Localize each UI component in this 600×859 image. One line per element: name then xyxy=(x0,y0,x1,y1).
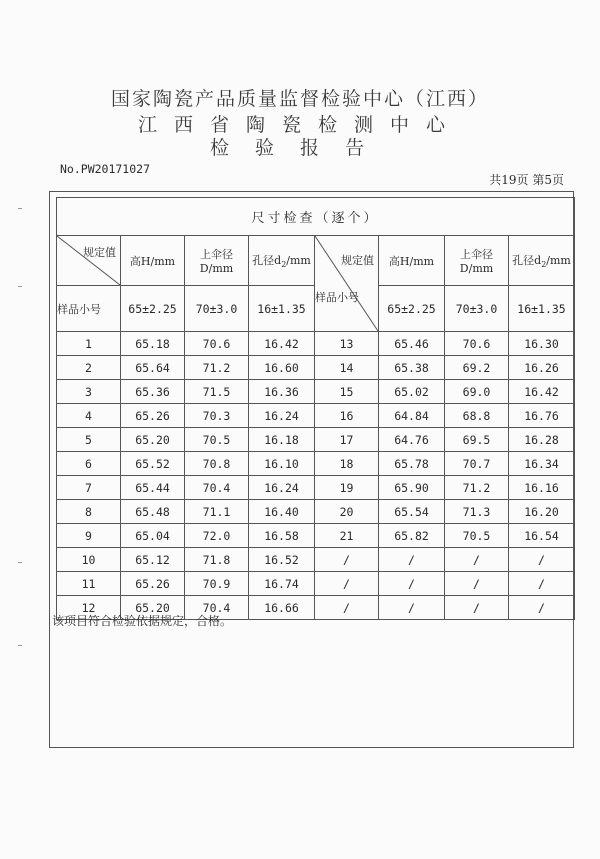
height-value: 65.18 xyxy=(121,332,185,356)
sample-no: 17 xyxy=(315,428,379,452)
hole-value: 16.66 xyxy=(249,596,315,620)
hole-value: 16.52 xyxy=(249,548,315,572)
org-subtitle: 江西省陶瓷检测中心 xyxy=(137,114,462,136)
diameter-value: 70.8 xyxy=(185,452,249,476)
height-value: 65.26 xyxy=(121,404,185,428)
scan-mark xyxy=(18,645,22,646)
table-title-row xyxy=(57,198,575,236)
spec-hole: 16±1.35 xyxy=(509,286,575,332)
sample-no: 16 xyxy=(315,404,379,428)
col-diameter-header: 上伞径D/mm xyxy=(185,236,249,286)
hole-value: 16.10 xyxy=(249,452,315,476)
hole-value: 16.20 xyxy=(509,500,575,524)
sample-no: / xyxy=(315,596,379,620)
hole-value: / xyxy=(509,596,575,620)
document-number: No.PW20171027 xyxy=(60,162,151,176)
sample-no: 3 xyxy=(57,380,121,404)
sample-no: 7 xyxy=(57,476,121,500)
sample-no: 21 xyxy=(315,524,379,548)
height-value: 65.04 xyxy=(121,524,185,548)
spec-height: 65±2.25 xyxy=(121,286,185,332)
diameter-value: 70.9 xyxy=(185,572,249,596)
hole-value: 16.76 xyxy=(509,404,575,428)
hole-label: 孔径d xyxy=(252,253,282,267)
diameter-value: 69.2 xyxy=(445,356,509,380)
sample-no: 18 xyxy=(315,452,379,476)
sample-no: 19 xyxy=(315,476,379,500)
col-diameter-header: 上伞径D/mm xyxy=(445,236,509,286)
height-value: 64.84 xyxy=(379,404,445,428)
diameter-value: 70.6 xyxy=(445,332,509,356)
hole-value: / xyxy=(509,548,575,572)
height-value: / xyxy=(379,548,445,572)
diameter-value: 71.1 xyxy=(185,500,249,524)
col-hole-header xyxy=(249,236,315,286)
sample-no: 4 xyxy=(57,404,121,428)
table-row xyxy=(57,548,575,572)
hole-value: 16.24 xyxy=(249,476,315,500)
height-value: 65.36 xyxy=(121,380,185,404)
table-row xyxy=(57,404,575,428)
col-height-header: 高H/mm xyxy=(121,236,185,286)
sample-no: 11 xyxy=(57,572,121,596)
height-value: 65.54 xyxy=(379,500,445,524)
diameter-value: 71.3 xyxy=(445,500,509,524)
scan-mark xyxy=(18,286,22,287)
hole-value: 16.30 xyxy=(509,332,575,356)
sample-no: 20 xyxy=(315,500,379,524)
diameter-value: 70.7 xyxy=(445,452,509,476)
hole-unit: /mm xyxy=(286,253,311,267)
hole-value: 16.54 xyxy=(509,524,575,548)
hole-value: 16.26 xyxy=(509,356,575,380)
diameter-value: 70.5 xyxy=(445,524,509,548)
hole-subscript: 2 xyxy=(281,260,287,270)
height-value: 65.44 xyxy=(121,476,185,500)
sample-no: 6 xyxy=(57,452,121,476)
diagonal-line xyxy=(315,236,378,331)
height-value: 65.02 xyxy=(379,380,445,404)
diameter-value: / xyxy=(445,548,509,572)
diameter-value: 69.0 xyxy=(445,380,509,404)
hole-value: 16.28 xyxy=(509,428,575,452)
table-header-row xyxy=(57,236,575,286)
table-title: 尺寸检查（逐个） xyxy=(57,198,575,236)
height-value: 65.48 xyxy=(121,500,185,524)
hole-value: 16.74 xyxy=(249,572,315,596)
table-row xyxy=(57,356,575,380)
report-title: 检验报告 xyxy=(209,137,390,159)
sample-no: 5 xyxy=(57,428,121,452)
diameter-value: 70.4 xyxy=(185,596,249,620)
diagonal-header-left xyxy=(57,236,121,286)
diameter-value: 70.3 xyxy=(185,404,249,428)
diameter-value: 70.4 xyxy=(185,476,249,500)
diameter-value: 71.2 xyxy=(445,476,509,500)
spec-hole: 16±1.35 xyxy=(249,286,315,332)
hole-value: 16.40 xyxy=(249,500,315,524)
sample-no: 10 xyxy=(57,548,121,572)
diameter-value: 69.5 xyxy=(445,428,509,452)
hole-subscript: 2 xyxy=(541,260,547,270)
hole-value: 16.58 xyxy=(249,524,315,548)
height-value: 65.52 xyxy=(121,452,185,476)
height-value: 65.64 xyxy=(121,356,185,380)
sample-no: / xyxy=(315,572,379,596)
page-info: 共19页 第5页 xyxy=(489,173,564,187)
height-value: 65.26 xyxy=(121,572,185,596)
height-value: / xyxy=(379,596,445,620)
scan-mark xyxy=(18,562,22,563)
diagonal-header-right xyxy=(315,236,379,332)
height-value: / xyxy=(379,572,445,596)
sample-no: 14 xyxy=(315,356,379,380)
diameter-value: / xyxy=(445,596,509,620)
height-value: 64.76 xyxy=(379,428,445,452)
diameter-value: 68.8 xyxy=(445,404,509,428)
height-value: 65.20 xyxy=(121,596,185,620)
sample-no: 13 xyxy=(315,332,379,356)
hole-value: 16.16 xyxy=(509,476,575,500)
diameter-value: 71.8 xyxy=(185,548,249,572)
hole-value: 16.24 xyxy=(249,404,315,428)
sample-no: 15 xyxy=(315,380,379,404)
height-value: 65.90 xyxy=(379,476,445,500)
org-title: 国家陶瓷产品质量监督检验中心（江西） xyxy=(110,88,489,110)
hole-value: 16.42 xyxy=(249,332,315,356)
hole-value: 16.34 xyxy=(509,452,575,476)
height-value: 65.38 xyxy=(379,356,445,380)
height-value: 65.46 xyxy=(379,332,445,356)
diameter-value: 71.2 xyxy=(185,356,249,380)
table-row xyxy=(57,452,575,476)
table-row xyxy=(57,500,575,524)
table-row xyxy=(57,428,575,452)
col-height-header: 高H/mm xyxy=(379,236,445,286)
hole-value: 16.18 xyxy=(249,428,315,452)
spec-height: 65±2.25 xyxy=(379,286,445,332)
spec-diameter: 70±3.0 xyxy=(445,286,509,332)
hole-value: 16.42 xyxy=(509,380,575,404)
table-row xyxy=(57,332,575,356)
table-row xyxy=(57,380,575,404)
hole-value: 16.60 xyxy=(249,356,315,380)
diameter-value: 72.0 xyxy=(185,524,249,548)
sample-no: 2 xyxy=(57,356,121,380)
spec-label: 规定值 xyxy=(341,254,374,267)
diameter-value: 71.5 xyxy=(185,380,249,404)
sample-no: / xyxy=(315,548,379,572)
sample-no: 9 xyxy=(57,524,121,548)
table-row xyxy=(57,572,575,596)
sample-no: 8 xyxy=(57,500,121,524)
sample-label: 样品小号 xyxy=(57,286,121,332)
table-row xyxy=(57,524,575,548)
hole-unit: /mm xyxy=(546,253,571,267)
sample-no: 12 xyxy=(57,596,121,620)
diameter-value: 70.6 xyxy=(185,332,249,356)
spec-diameter: 70±3.0 xyxy=(185,286,249,332)
diameter-value: 70.5 xyxy=(185,428,249,452)
sample-no: 1 xyxy=(57,332,121,356)
diameter-value: / xyxy=(445,572,509,596)
hole-label: 孔径d xyxy=(512,253,542,267)
height-value: 65.78 xyxy=(379,452,445,476)
sample-label: 样品小号 xyxy=(315,291,359,304)
hole-value: 16.36 xyxy=(249,380,315,404)
table-row xyxy=(57,476,575,500)
dimension-table xyxy=(56,197,575,620)
scan-mark xyxy=(18,208,22,209)
conclusion-text: 该项目符合检验依据规定，合格。 xyxy=(52,614,233,628)
spec-label: 规定值 xyxy=(83,246,116,259)
height-value: 65.20 xyxy=(121,428,185,452)
height-value: 65.12 xyxy=(121,548,185,572)
height-value: 65.82 xyxy=(379,524,445,548)
hole-value: / xyxy=(509,572,575,596)
col-hole-header xyxy=(509,236,575,286)
